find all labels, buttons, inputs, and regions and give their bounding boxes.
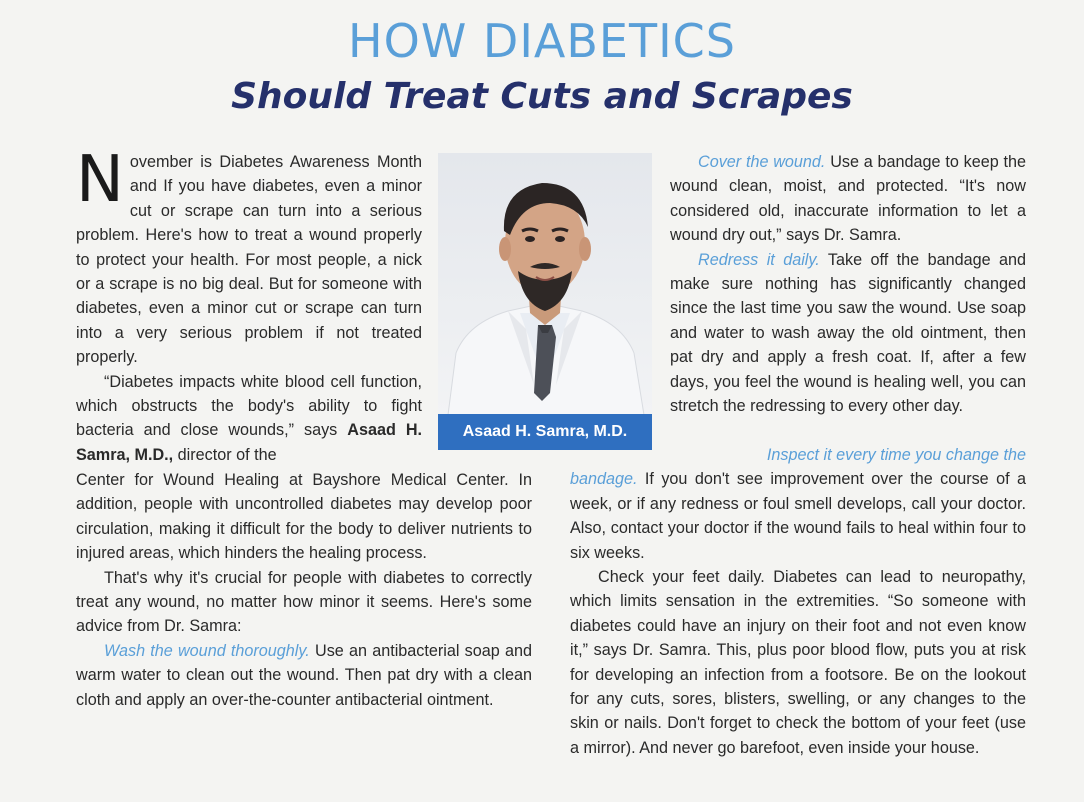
quote-paragraph xyxy=(76,370,422,468)
doctor-name: Asaad H. Samra, M.D., xyxy=(76,421,423,464)
left-column-top xyxy=(76,143,423,467)
drop-cap: N xyxy=(76,143,124,217)
intro-paragraph xyxy=(76,143,422,370)
cover-heading: Cover the wound. xyxy=(698,153,826,171)
quote-text: “Diabetes impacts white blood cell function, which obstructs the body's ability to fight bacteria and close wounds,” says xyxy=(76,372,422,440)
inspect-heading-line xyxy=(570,443,1026,467)
doctor-photo xyxy=(438,153,652,415)
wash-heading: Wash the wound thoroughly. xyxy=(104,641,310,660)
article-subtitle: Should Treat Cuts and Scrapes xyxy=(231,76,853,117)
right-column-top xyxy=(670,150,1026,418)
feet-paragraph: Check your feet daily. Diabetes can lead to neuropathy, which limits sensation in the extremities. “So someone with diabetes could have an injury on their foot and not even know it,” says Dr. Samra. This, plus poor blood flow, puts you at risk for developing an infection from a footsore. Be on the lookout for any cuts, sores, blisters, swelling, or any changes to the skin or nails. Don't forget to check the bottom of your feet (use a mirror). And never go barefoot, even inside your house. xyxy=(570,568,1026,757)
inspect-heading: Inspect it every time you change the xyxy=(766,446,1026,464)
redress-paragraph xyxy=(670,248,1026,419)
article-title: HOW DIABETICS xyxy=(348,14,736,68)
intro-text: ovember is Diabetes Awareness Month and If you have diabetes, even a minor cut or scrape can turn into a serious problem. Here's how to treat a wound properly to protect your health. For most people, a nick or a scrape is no big deal. But for someone with diabetes, even a minor cut or scrape can turn into a very serious problem if not treated properly. xyxy=(76,153,422,367)
advice-intro-paragraph: That's why it's crucial for people with diabetes to correctly treat any wound, no matter how minor it seems. Here's some advice from Dr. Samra: xyxy=(76,568,532,636)
inspect-text: If you don't see improvement over the course of a week, or if any redness or foul smell develops, call your doctor. Also, contact your doctor if the wound fails to heal within four to six weeks. xyxy=(570,470,1026,562)
doctor-portrait-image xyxy=(438,153,652,415)
photo-caption: Asaad H. Samra, M.D. xyxy=(438,414,652,450)
redress-heading: Redress it daily. xyxy=(698,250,820,269)
wash-paragraph xyxy=(76,639,532,712)
inspect-paragraph xyxy=(570,467,1026,565)
right-column-bottom xyxy=(570,443,1026,760)
left-column-bottom xyxy=(76,468,532,712)
cover-text: Use a bandage to keep the wound clean, moist, and protected. “It's now considered old, inaccurate information to let a wound dry out,” says Dr. Samra. xyxy=(670,153,1026,245)
bayshore-paragraph: Center for Wound Healing at Bayshore Medical Center. In addition, people with uncontrolled diabetes may develop poor circulation, making it difficult for the body to deliver nutrients to injured areas, which hinders the healing process. xyxy=(76,471,532,563)
quote-tail: director of the xyxy=(173,445,277,464)
redress-text: Take off the bandage and make sure nothing has significantly changed since the last time you saw the wound. Use soap and water to wash away the old ointment, then pat dry and apply a fresh coat. If, after a few days, you feel the wound is healing well, you can stretch the redressing to every other day. xyxy=(670,250,1027,416)
cover-paragraph xyxy=(670,150,1026,248)
inspect-heading-cont: bandage. xyxy=(570,470,638,489)
wash-text: Use an antibacterial soap and warm water to clean out the wound. Then pat dry with a clean cloth and apply an over-the-counter antibacterial ointment. xyxy=(76,641,532,709)
